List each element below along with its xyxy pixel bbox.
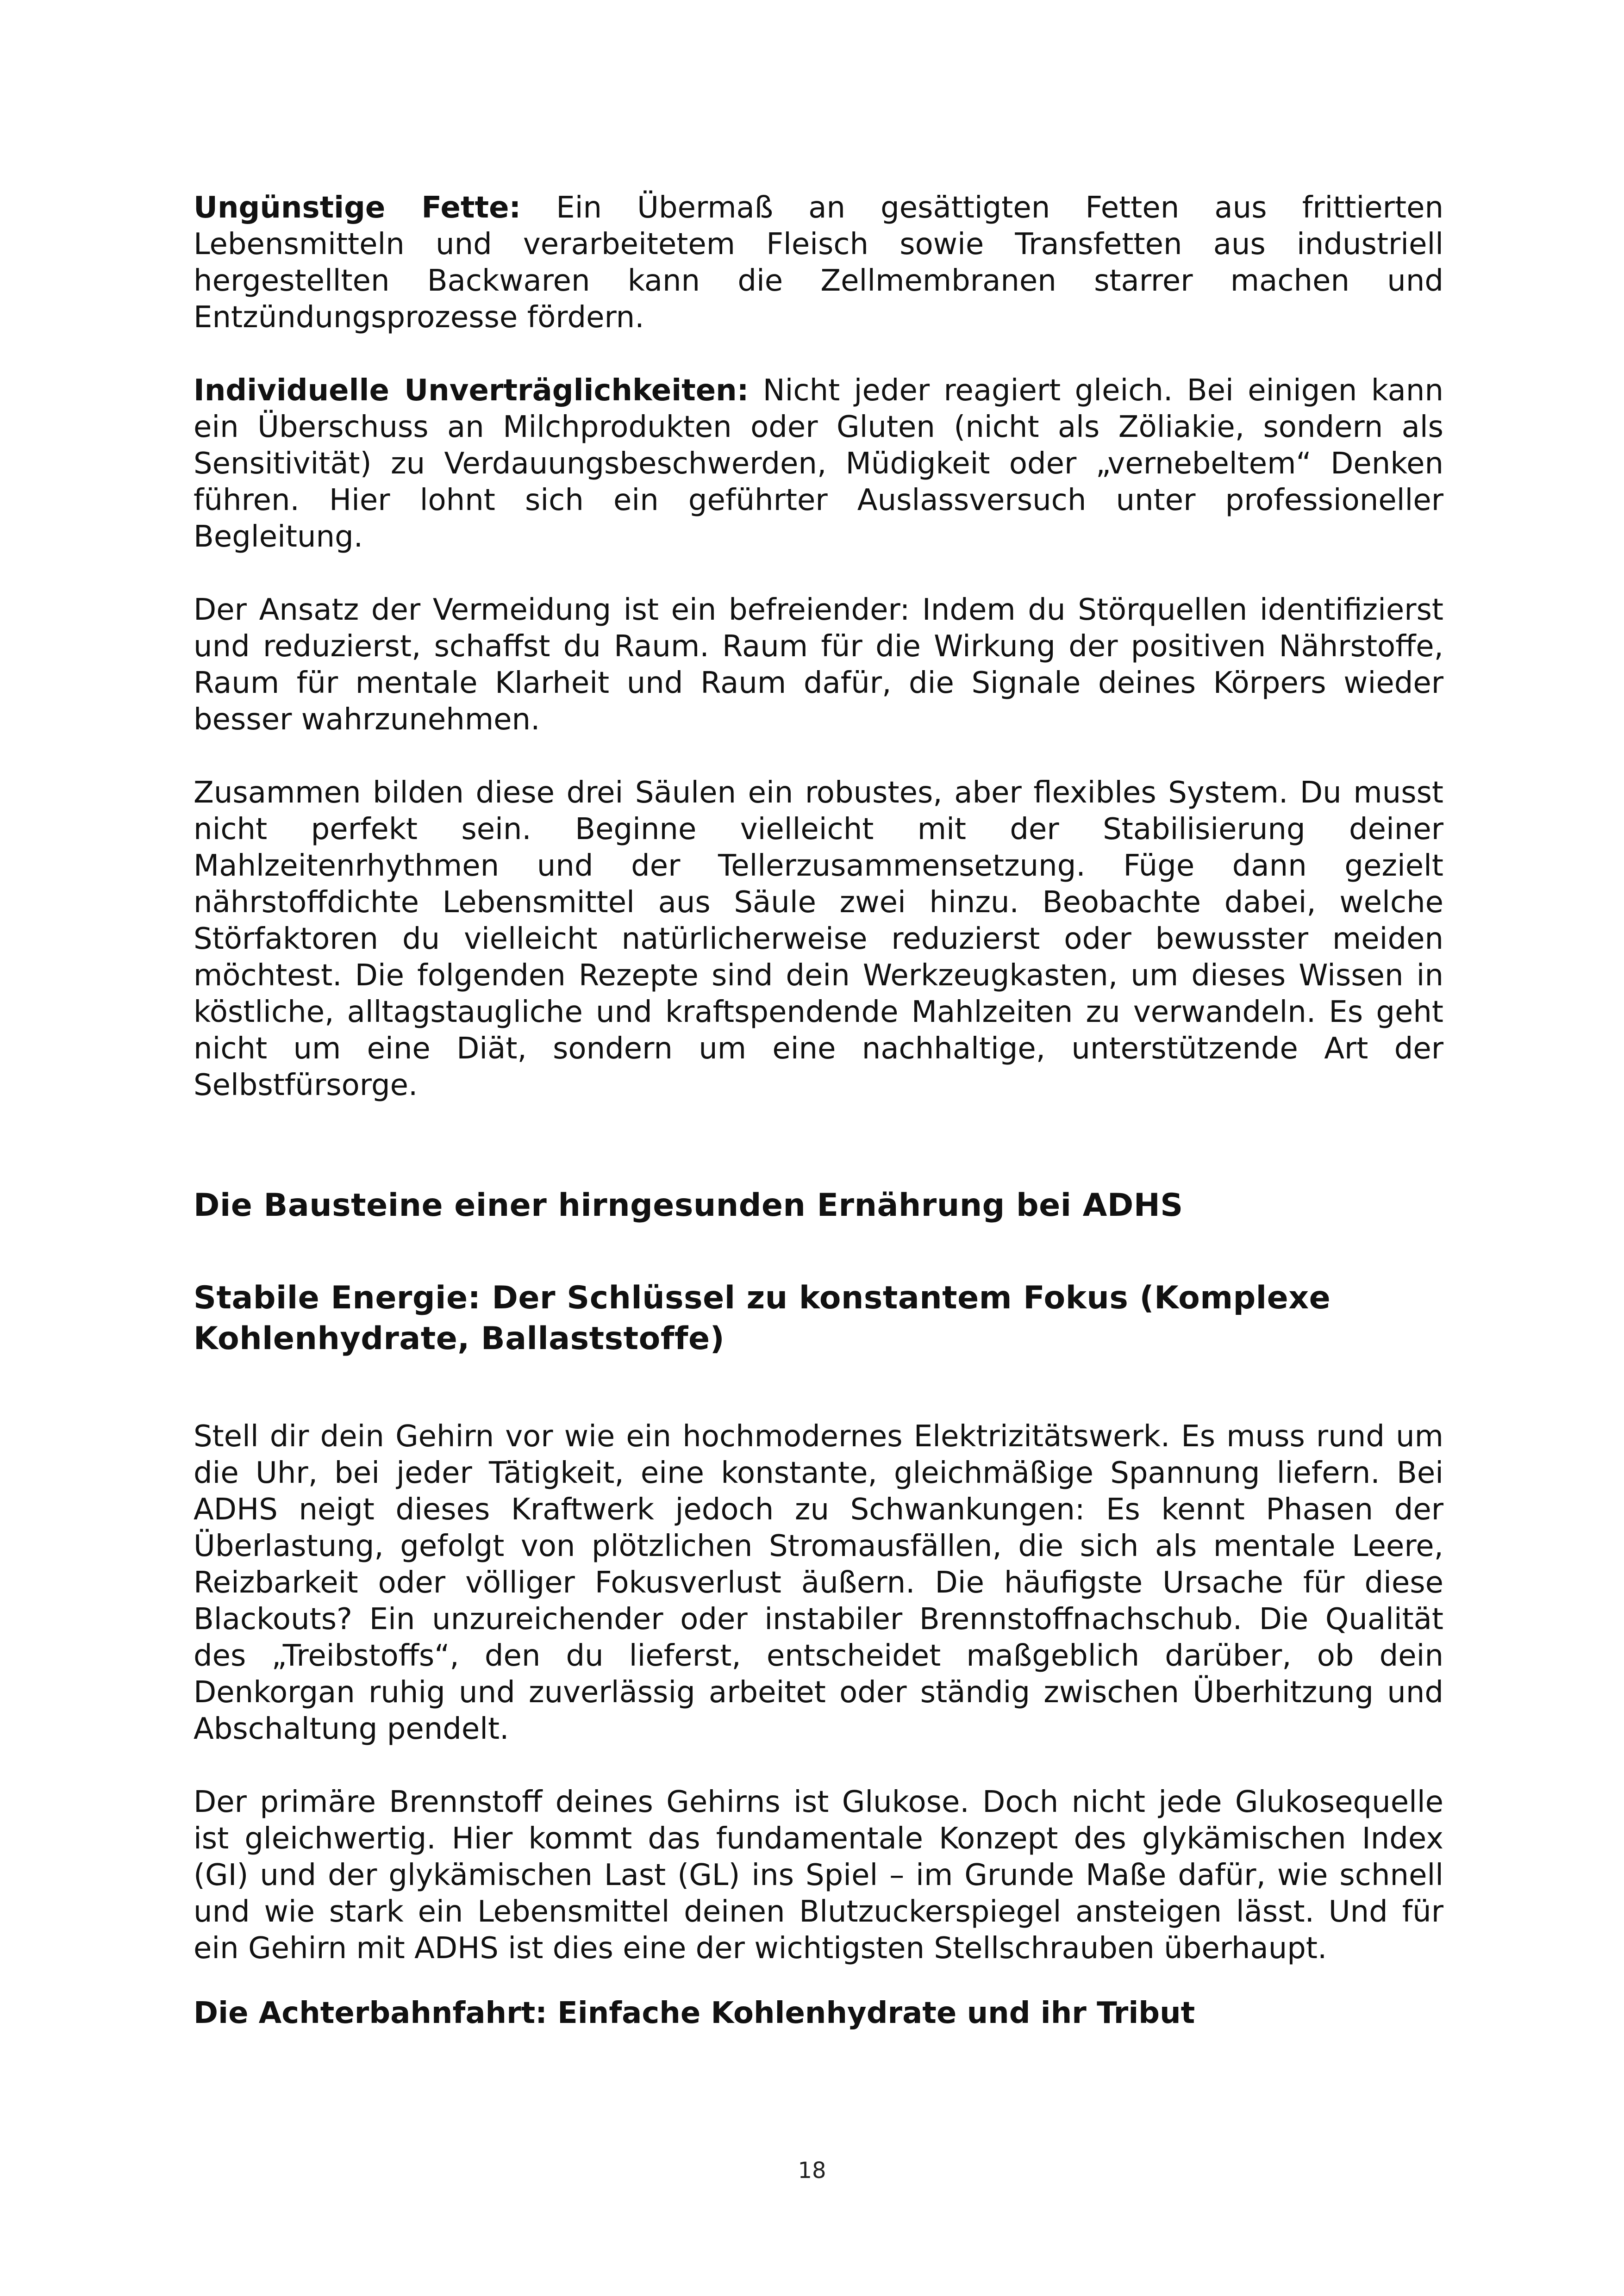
paragraph-label: Ungünstige Fette:: [194, 191, 521, 225]
page-content: [194, 190, 1443, 2032]
paragraph-unvertraeglichkeiten: [194, 373, 1443, 555]
section-heading: Die Bausteine einer hirngesunden Ernährung bei ADHS: [194, 1187, 1183, 1224]
page-number: 18: [798, 2158, 826, 2184]
paragraph-elektrizitaetswerk: Stell dir dein Gehirn vor wie ein hochmodernes Elektrizitätswerk. Es muss rund um die Uhr, bei jeder Tätigkeit, eine konstante, gleichmäßige Spannung liefern. Bei ADHS neigt dieses Kraftwerk jedoch zu Schwankungen: Es kennt Phasen der Überlastung, gefolgt von plötzlichen Stromausfällen, die sich als mentale Leere, Reizbarkeit oder völliger Fokusverlust äußern. Die häufigste Ursache für diese Blackouts? Ein unzureichender oder instabiler Brennstoffnachschub. Die Qualität des „Treibstoffs“, den du lieferst, entscheidet maßgeblich darüber, ob dein Denkorgan ruhig und zuverlässig arbeitet oder ständig zwischen Überhitzung und Abschaltung pendelt.: [194, 1419, 1443, 1746]
paragraph-label: Individuelle Unverträglichkeiten:: [194, 373, 749, 408]
paragraph-text: Nicht jeder reagiert gleich. Bei einigen kann ein Überschuss an Milchprodukten oder Gluten (nicht als Zöliakie, sondern als Sensitivität) zu Verdauungsbeschwerden, Müdigkeit oder „vernebeltem“ Denken führen. Hier lohnt sich ein geführter Auslassversuch unter professioneller Begleitung.: [194, 373, 1444, 554]
paragraph-unguenstige-fette: [194, 190, 1443, 336]
paragraph-drei-saeulen: Zusammen bilden diese drei Säulen ein robustes, aber flexibles System. Du musst nicht perfekt sein. Beginne vielleicht mit der Stabilisierung deiner Mahlzeitenrhythmen und der Tellerzusammensetzung. Füge dann gezielt nährstoffdichte Lebensmittel aus Säule zwei hinzu. Beobachte dabei, welche Störfaktoren du vielleicht natürlicherweise reduzierst oder bewusster meiden möchtest. Die folgenden Rezepte sind dein Werkzeugkasten, um dieses Wissen in köstliche, alltagstaugliche und kraftspendende Mahlzeiten zu verwandeln. Es geht nicht um eine Diät, sondern um eine nachhaltige, unterstützende Art der Selbstfürsorge.: [194, 776, 1443, 1102]
minor-heading: Die Achterbahnfahrt: Einfache Kohlenhydrate und ihr Tribut: [194, 1996, 1195, 2030]
paragraph-glukose: Der primäre Brennstoff deines Gehirns ist Glukose. Doch nicht jede Glukosequelle ist gleichwertig. Hier kommt das fundamentale Konzept des glykämischen Index (GI) und der glykämischen Last (GL) ins Spiel – im Grunde Maße dafür, wie schnell und wie stark ein Lebensmittel deinen Blutzuckerspiegel ansteigen lässt. Und für ein Gehirn mit ADHS ist dies eine der wichtigsten Stellschrauben überhaupt.: [194, 1785, 1443, 1966]
subsection-heading: Stabile Energie: Der Schlüssel zu konstantem Fokus (Komplexe Kohlenhydrate, Ballaststoffe): [194, 1280, 1331, 1357]
paragraph-text: Ein Übermaß an gesättigten Fetten aus frittierten Lebensmitteln und verarbeitetem Fleisch sowie Transfetten aus industriell hergestellten Backwaren kann die Zellmembranen starrer machen und Entzündungsprozesse fördern.: [194, 191, 1443, 335]
paragraph-vermeidung: Der Ansatz der Vermeidung ist ein befreiender: Indem du Störquellen identifizierst und reduzierst, schaffst du Raum. Raum für die Wirkung der positiven Nährstoffe, Raum für mentale Klarheit und Raum dafür, die Signale deines Körpers wieder besser wahrzunehmen.: [194, 593, 1443, 737]
